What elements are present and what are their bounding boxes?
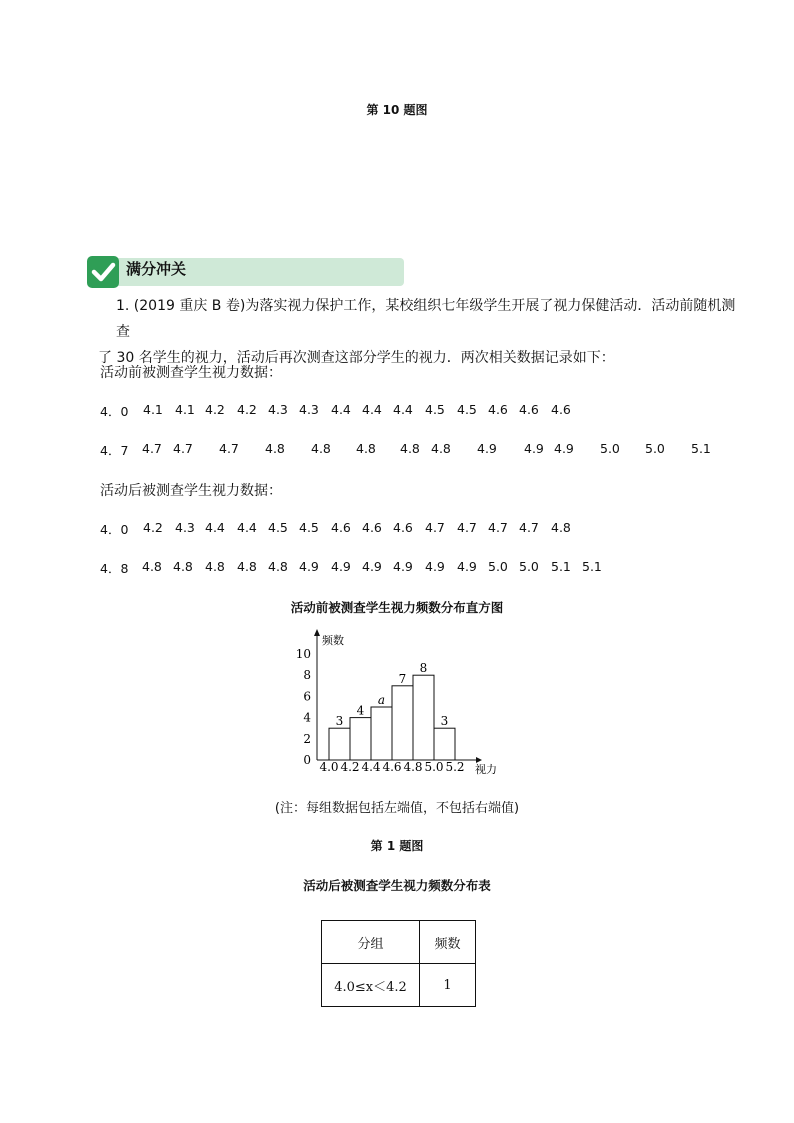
data-value: 5.0 — [519, 559, 539, 574]
data-value: 5.1 — [691, 441, 711, 456]
data-value: 4.6 — [551, 402, 571, 417]
before-data-row-2 — [100, 441, 740, 459]
data-value: 4.8 — [173, 559, 193, 574]
data-value: 4．0 — [100, 404, 129, 419]
histogram-bar — [371, 707, 392, 760]
data-value: 4.8 — [268, 559, 288, 574]
data-value: 4.7 — [173, 441, 193, 456]
data-value: 4.9 — [425, 559, 445, 574]
data-value: 4.4 — [393, 402, 413, 417]
top-figure-caption: 第 10 题图 — [366, 103, 428, 117]
data-value: 4.4 — [331, 402, 351, 417]
chart-note: (注：每组数据包括左端值，不包括右端值) — [274, 801, 520, 816]
data-value: 4.2 — [237, 402, 257, 417]
x-tick-label: 4.8 — [403, 760, 423, 774]
after-data-row-2 — [100, 559, 740, 577]
data-value: 4.9 — [524, 441, 544, 456]
after-data-row-1 — [100, 520, 740, 538]
y-tick-label: 10 — [295, 647, 311, 661]
data-value: 4.4 — [237, 520, 257, 535]
problem-line-2: 了 30 名学生的视力，活动后再次测查这部分学生的视力．两次相关数据记录如下： — [98, 350, 615, 366]
y-tick-label: 4 — [303, 710, 311, 725]
histogram-bar — [413, 675, 434, 760]
data-value: 4.9 — [299, 559, 319, 574]
x-tick-label: 4.6 — [382, 760, 402, 774]
data-value: 4.9 — [393, 559, 413, 574]
data-value: 4.6 — [519, 402, 539, 417]
data-value: 4.7 — [425, 520, 445, 535]
data-value: 4．0 — [100, 522, 129, 537]
data-value: 4.6 — [331, 520, 351, 535]
data-value: 4.8 — [142, 559, 162, 574]
data-value: 4．7 — [100, 443, 129, 458]
table-cell-frequency: 1 — [420, 964, 476, 1007]
data-value: 4.1 — [143, 402, 163, 417]
data-value: 4.8 — [551, 520, 571, 535]
bar-data-label: 3 — [335, 714, 344, 729]
x-tick-label: 4.4 — [361, 760, 381, 774]
data-value: 4.5 — [299, 520, 319, 535]
data-value: 4.9 — [362, 559, 382, 574]
x-tick-label: 4.0 — [319, 760, 339, 774]
data-value: 5.0 — [488, 559, 508, 574]
data-value: 4.8 — [356, 441, 376, 456]
bar-data-label: 8 — [419, 661, 428, 676]
histogram-bar — [350, 718, 371, 760]
data-value: 4.7 — [519, 520, 539, 535]
y-tick-label: 6 — [303, 689, 311, 704]
data-value: 4.6 — [362, 520, 382, 535]
data-value: 4.3 — [268, 402, 288, 417]
data-value: 5.0 — [645, 441, 665, 456]
x-tick-label: 4.2 — [340, 760, 360, 774]
problem-line-1: 1. (2019 重庆 B 卷)为落实视力保护工作，某校组织七年级学生开展了视力保健活动．活动前随机测查 — [116, 298, 736, 340]
after-data-label: 活动后被测查学生视力数据： — [100, 483, 282, 499]
table-header-group: 分组 — [322, 921, 420, 964]
bar-data-label: 7 — [398, 671, 407, 686]
x-tick-label: 5.0 — [424, 760, 444, 774]
before-data-label: 活动前被测查学生视力数据： — [100, 365, 282, 381]
figure-caption: 第 1 题图 — [370, 839, 424, 853]
data-value: 4.6 — [393, 520, 413, 535]
data-value: 4.7 — [488, 520, 508, 535]
y-tick-label: 0 — [303, 753, 311, 767]
data-value: 5.0 — [600, 441, 620, 456]
data-value: 4.9 — [331, 559, 351, 574]
bar-data-label: a — [377, 693, 386, 707]
problem-statement — [100, 293, 740, 371]
data-value: 4.8 — [205, 559, 225, 574]
data-value: 4.7 — [457, 520, 477, 535]
data-value: 4.9 — [457, 559, 477, 574]
y-tick-label: 8 — [303, 668, 311, 683]
x-axis-label: 视力 — [475, 763, 497, 776]
data-value: 4.5 — [457, 402, 477, 417]
data-value: 4.4 — [205, 520, 225, 535]
data-value: 4.9 — [477, 441, 497, 456]
section-title: 满分冲关 — [126, 260, 187, 278]
data-value: 4.8 — [431, 441, 451, 456]
chart-title: 活动前被测查学生视力频数分布直方图 — [290, 600, 504, 615]
data-value: 4.2 — [205, 402, 225, 417]
table-title: 活动后被测查学生视力频数分布表 — [303, 878, 491, 893]
data-value: 4.3 — [175, 520, 195, 535]
frequency-table — [321, 920, 476, 1007]
data-value: 4.3 — [299, 402, 319, 417]
y-axis-arrow — [314, 629, 320, 636]
check-icon — [87, 256, 119, 288]
data-value: 4.8 — [311, 441, 331, 456]
x-tick-label: 5.2 — [445, 760, 465, 774]
data-value: 4.4 — [362, 402, 382, 417]
data-value: 4.8 — [237, 559, 257, 574]
bar-data-label: 4 — [356, 703, 365, 718]
data-value: 4.8 — [400, 441, 420, 456]
y-tick-label: 2 — [303, 731, 311, 746]
data-value: 4.7 — [219, 441, 239, 456]
table-header-frequency: 频数 — [420, 921, 476, 964]
data-value: 4.6 — [488, 402, 508, 417]
bar-data-label: 3 — [440, 714, 449, 729]
before-data-row-1 — [100, 402, 740, 420]
data-value: 4.5 — [425, 402, 445, 417]
histogram-bar — [392, 686, 413, 760]
data-value: 4．8 — [100, 561, 129, 576]
data-value: 4.7 — [142, 441, 162, 456]
data-value: 5.1 — [551, 559, 571, 574]
data-value: 5.1 — [582, 559, 602, 574]
histogram-bar — [329, 728, 350, 760]
histogram-bar — [434, 728, 455, 760]
data-value: 4.5 — [268, 520, 288, 535]
table-cell-group: 4.0≤x＜4.2 — [322, 964, 420, 1007]
y-axis-label: 频数 — [322, 634, 344, 647]
data-value: 4.1 — [175, 402, 195, 417]
histogram-chart — [280, 626, 520, 782]
data-value: 4.2 — [143, 520, 163, 535]
data-value: 4.9 — [554, 441, 574, 456]
data-value: 4.8 — [265, 441, 285, 456]
